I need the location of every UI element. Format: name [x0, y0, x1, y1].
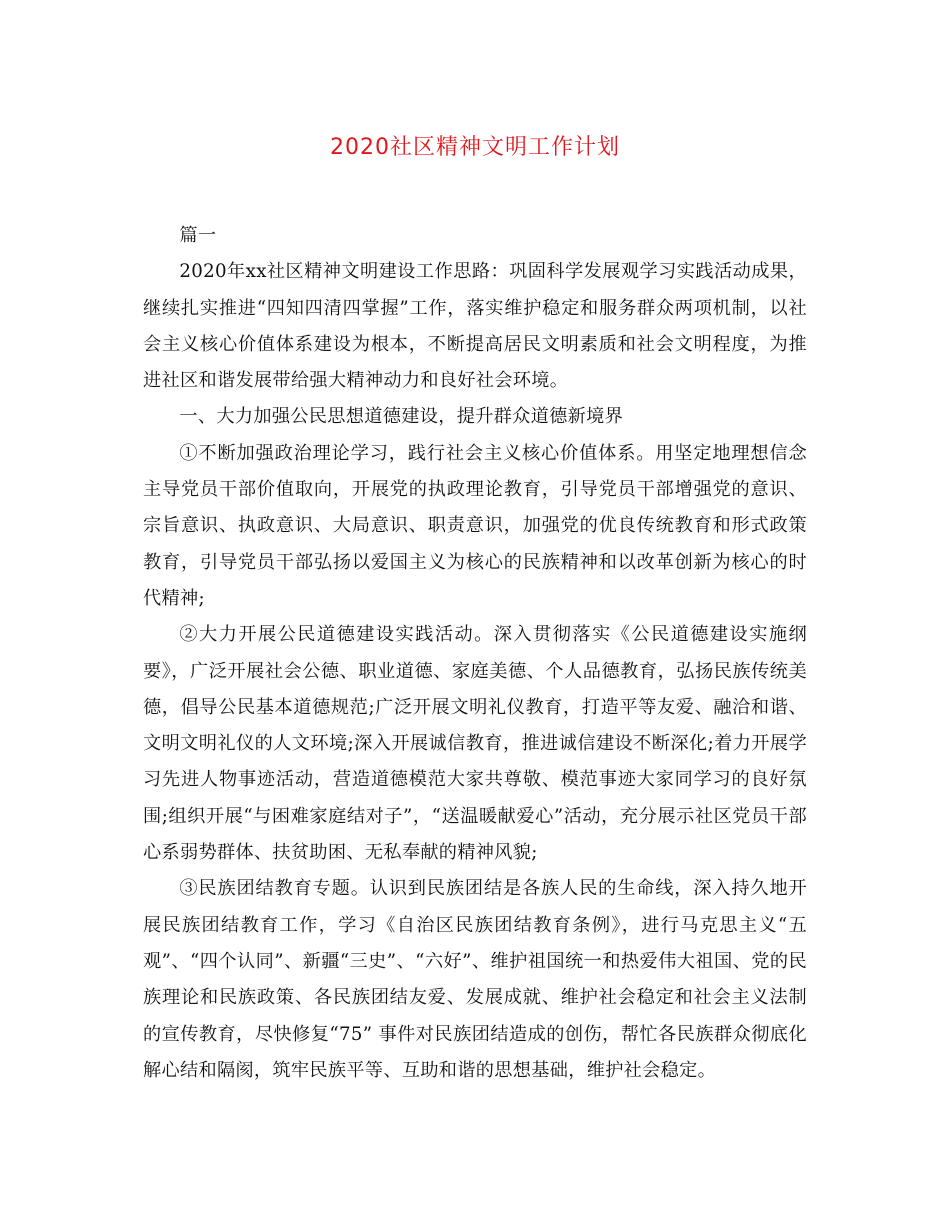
- intro-paragraph: 2020年xx社区精神文明建设工作思路：巩固科学发展观学习实践活动成果，继续扎实推进“四知四清四掌握”工作，落实维护稳定和服务群众两项机制，以社会主义核心价值体系建设为根本，不断提高居民文明素质和社会文明程度，为推进社区和谐发展带给强大精神动力和良好社会环境。: [143, 261, 807, 392]
- document-title: 2020社区精神文明工作计划: [330, 135, 620, 160]
- section-heading: 一、大力加强公民思想道德建设，提升群众道德新境界: [179, 406, 624, 428]
- paragraph-item-1: ①不断加强政治理论学习，践行社会主义核心价值体系。用坚定地理想信念主导党员干部价值取向，开展党的执政理论教育，引导党员干部增强党的意识、宗旨意识、执政意识、大局意识、职责意识，加强党的优良传统教育和形式政策教育，引导党员干部弘扬以爱国主义为核心的民族精神和以改革创新为核心的时代精神;: [143, 442, 807, 609]
- document-body: [143, 218, 807, 1089]
- paragraph-item-3: ③民族团结教育专题。认识到民族团结是各族人民的生命线，深入持久地开展民族团结教育工作，学习《自治区民族团结教育条例》，进行马克思主义“五观”、“四个认同”、新疆“三史”、“六好”、维护祖国统一和热爱伟大祖国、党的民族理论和民族政策、各民族团结友爱、发展成就、维护社会稳定和社会主义法制的宣传教育，尽快修复“75” 事件对民族团结造成的创伤，帮忙各民族群众彻底化解心结和隔阂，筑牢民族平等、互助和谐的思想基础，维护社会稳定。: [143, 878, 807, 1081]
- section-label: 篇一: [179, 225, 217, 246]
- paragraph-item-2: ②大力开展公民道德建设实践活动。深入贯彻落实《公民道德建设实施纲要》，广泛开展社会公德、职业道德、家庭美德、个人品德教育，弘扬民族传统美德，倡导公民基本道德规范;广泛开展文明礼仪教育，打造平等友爱、融洽和谐、文明文明礼仪的人文环境;深入开展诚信教育，推进诚信建设不断深化;着力开展学习先进人物事迹活动，营造道德模范大家共尊敬、模范事迹大家同学习的良好氛围;组织开展“与困难家庭结对子”，“送温暖献爱心”活动，充分展示社区党员干部心系弱势群体、扶贫助困、无私奉献的精神风貌;: [143, 624, 807, 864]
